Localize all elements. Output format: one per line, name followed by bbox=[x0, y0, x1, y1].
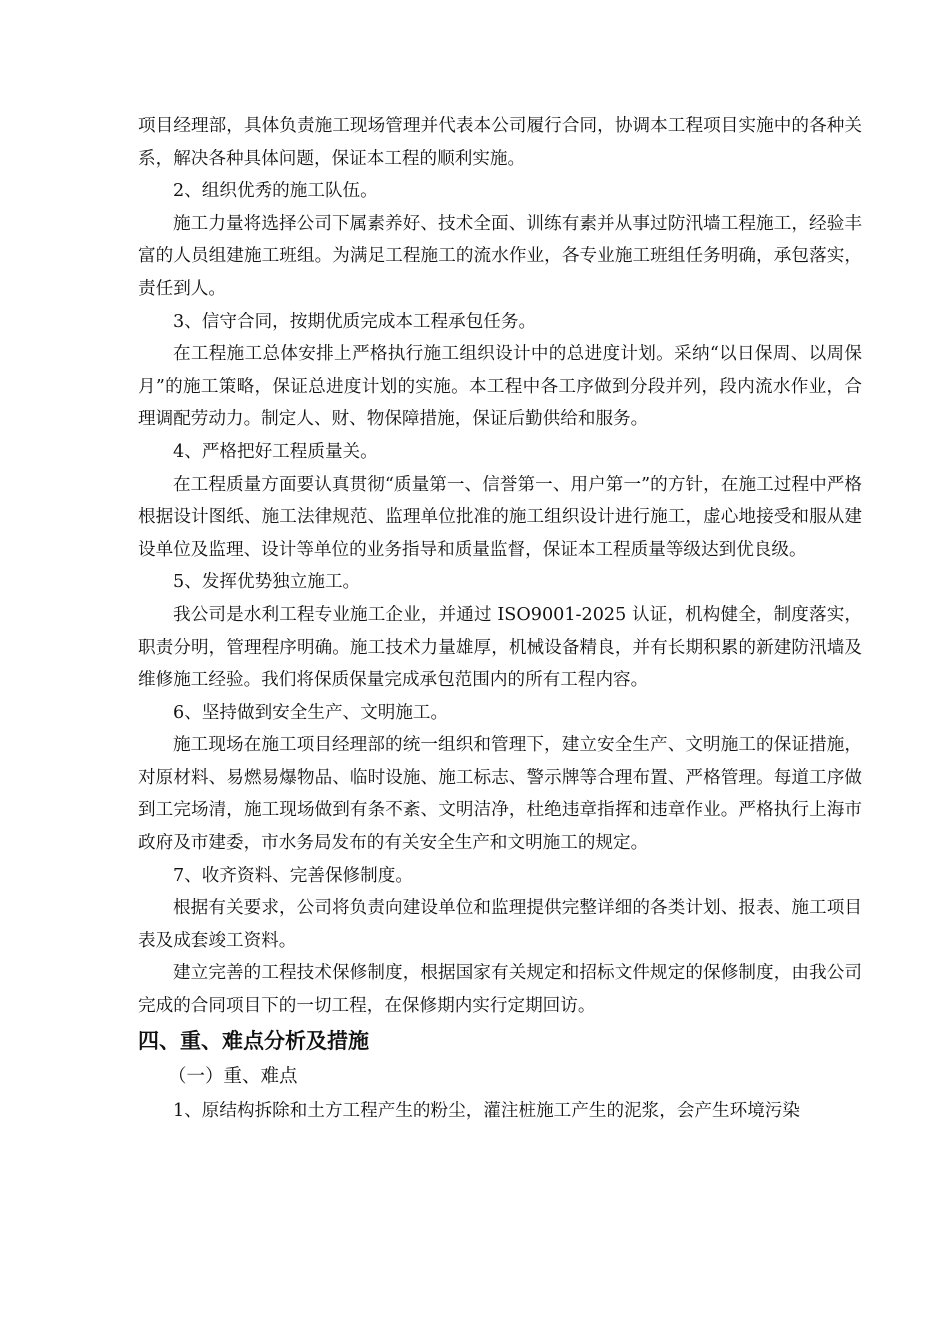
document-body bbox=[138, 110, 862, 1127]
section-heading: 四、重、难点分析及措施 bbox=[138, 1028, 369, 1053]
list-item-heading: 2、组织优秀的施工队伍。 bbox=[173, 181, 378, 202]
list-item-heading: 4、严格把好工程质量关。 bbox=[173, 441, 378, 462]
list-item-heading: 6、坚持做到安全生产、文明施工。 bbox=[173, 702, 449, 723]
paragraph: 施工力量将选择公司下属素养好、技术全面、训练有素并从事过防汛墙工程施工，经验丰富的人员组建施工班组。为满足工程施工的流水作业，各专业施工班组任务明确，承包落实，责任到人。 bbox=[138, 213, 862, 299]
list-item-heading: 7、收齐资料、完善保修制度。 bbox=[173, 865, 413, 886]
paragraph: 在工程施工总体安排上严格执行施工组织设计中的总进度计划。采纳“以日保周、以周保月”的施工策略，保证总进度计划的实施。本工程中各工序做到分段并列，段内流水作业，合理调配劳动力。制定人、财、物保障措施，保证后勤供给和服务。 bbox=[138, 344, 862, 430]
subsection-heading: （一）重、难点 bbox=[168, 1065, 298, 1087]
paragraph: 我公司是水利工程专业施工企业，并通过 ISO9001-2025 认证，机构健全，制度落实，职责分明，管理程序明确。施工技术力量雄厚，机械设备精良，并有长期积累的新建防汛墙及维修施工经验。我们将保质保量完成承包范围内的所有工程内容。 bbox=[138, 604, 862, 691]
paragraph: 施工现场在施工项目经理部的统一组织和管理下，建立安全生产、文明施工的保证措施，对原材料、易燃易爆物品、临时设施、施工标志、警示牌等合理布置、严格管理。每道工序做到工完场清，施工现场做到有条不紊、文明洁净，杜绝违章指挥和违章作业。严格执行上海市政府及市建委，市水务局发布的有关安全生产和文明施工的规定。 bbox=[138, 735, 862, 854]
list-item-heading: 3、信守合同，按期优质完成本工程承包任务。 bbox=[173, 311, 537, 332]
list-item-heading: 5、发挥优势独立施工。 bbox=[173, 572, 361, 593]
paragraph: 根据有关要求，公司将负责向建设单位和监理提供完整详细的各类计划、报表、施工项目表及成套竣工资料。 bbox=[138, 898, 862, 951]
paragraph: 在工程质量方面要认真贯彻“质量第一、信誉第一、用户第一”的方针，在施工过程中严格根据设计图纸、施工法律规范、监理单位批准的施工组织设计进行施工，虚心地接受和服从建设单位及监理、设计等单位的业务指导和质量监督，保证本工程质量等级达到优良级。 bbox=[138, 474, 862, 560]
paragraph: 项目经理部，具体负责施工现场管理并代表本公司履行合同，协调本工程项目实施中的各种关系，解决各种具体问题，保证本工程的顺利实施。 bbox=[138, 116, 862, 169]
paragraph: 1、原结构拆除和土方工程产生的粉尘，灌注桩施工产生的泥浆，会产生环境污染 bbox=[173, 1100, 800, 1121]
paragraph: 建立完善的工程技术保修制度，根据国家有关规定和招标文件规定的保修制度，由我公司完成的合同项目下的一切工程，在保修期内实行定期回访。 bbox=[138, 963, 862, 1017]
